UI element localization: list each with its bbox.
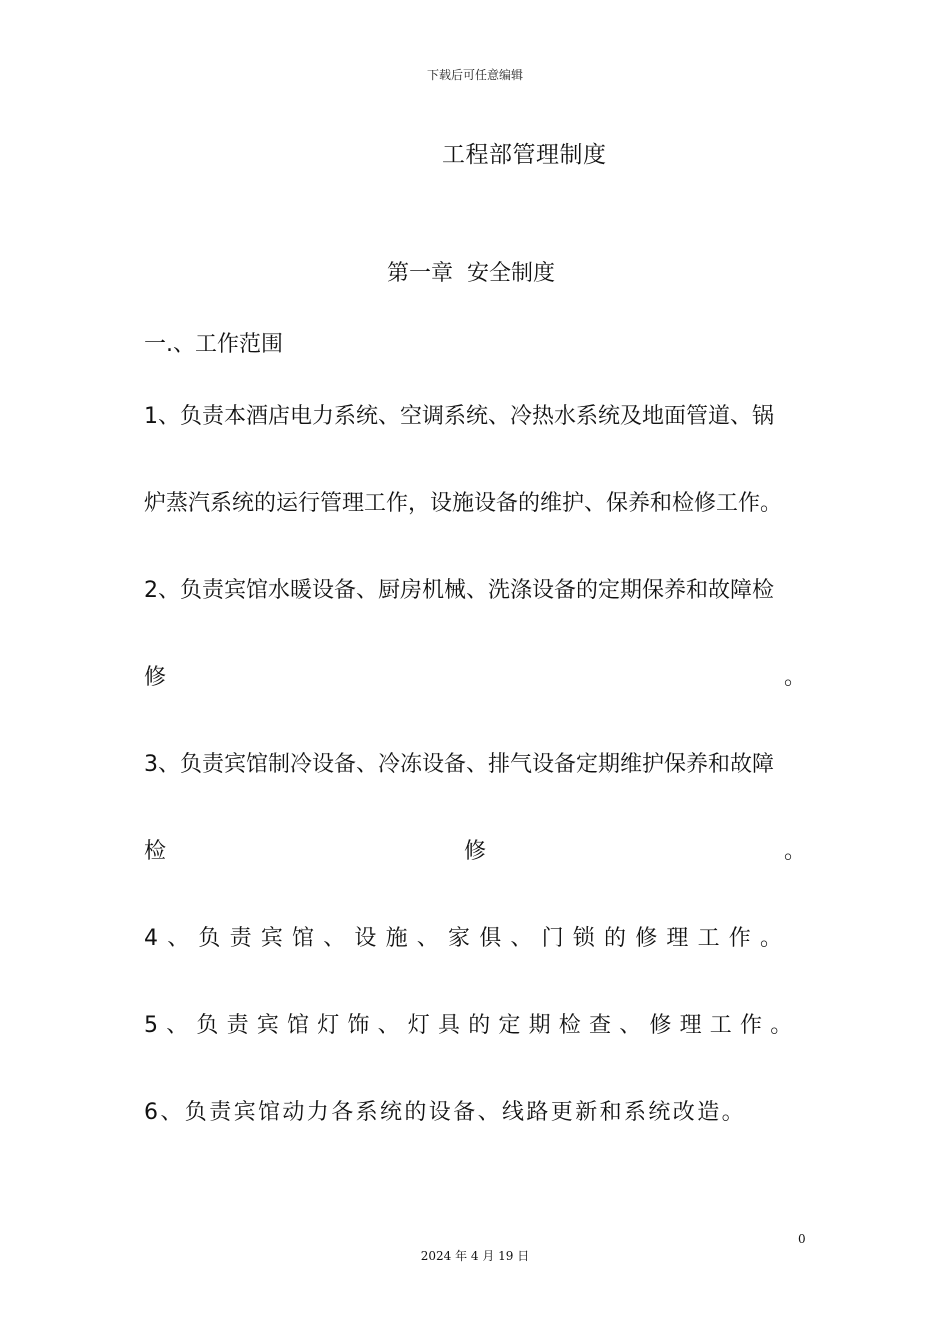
footer-date: 2024 年 4 月 19 日 (420, 1249, 530, 1263)
paragraph-line: 炉蒸汽系统的运行管理工作，设施设备的维护、保养和检修工作。 (144, 491, 783, 516)
section-heading: 一.、工作范围 (144, 332, 283, 357)
paragraph-line: 6、负责宾馆动力各系统的设备、线路更新和系统改造。 (144, 1100, 746, 1125)
paragraph-line-spread (144, 837, 806, 867)
page-number: 0 (798, 1232, 806, 1246)
header-note: 下载后可任意编辑 (426, 68, 523, 82)
spread-char: 修 (144, 665, 167, 690)
paragraph-line: 1、负责本酒店电力系统、空调系统、冷热水系统及地面管道、锅 (144, 404, 774, 429)
chapter-name: 安全制度 (467, 261, 556, 286)
chapter-title (387, 256, 555, 287)
paragraph-line: 3、负责宾馆制冷设备、冷冻设备、排气设备定期维护保养和故障 (144, 752, 774, 777)
chapter-number: 第一章 (387, 261, 454, 286)
spread-period: 。 (783, 665, 806, 690)
document-title: 工程部管理制度 (442, 142, 607, 168)
spread-period: 。 (783, 839, 806, 864)
paragraph-line: 4、负责宾馆、设施、家俱、门锁的修理工作。 (144, 926, 792, 951)
paragraph-line: 5、负责宾馆灯饰、灯具的定期检查、修理工作。 (144, 1013, 801, 1038)
paragraph-line: 2、负责宾馆水暖设备、厨房机械、洗涤设备的定期保养和故障检 (144, 578, 774, 603)
spread-char: 修 (463, 839, 486, 864)
spread-char: 检 (144, 839, 167, 864)
paragraph-line-spread (144, 663, 806, 693)
